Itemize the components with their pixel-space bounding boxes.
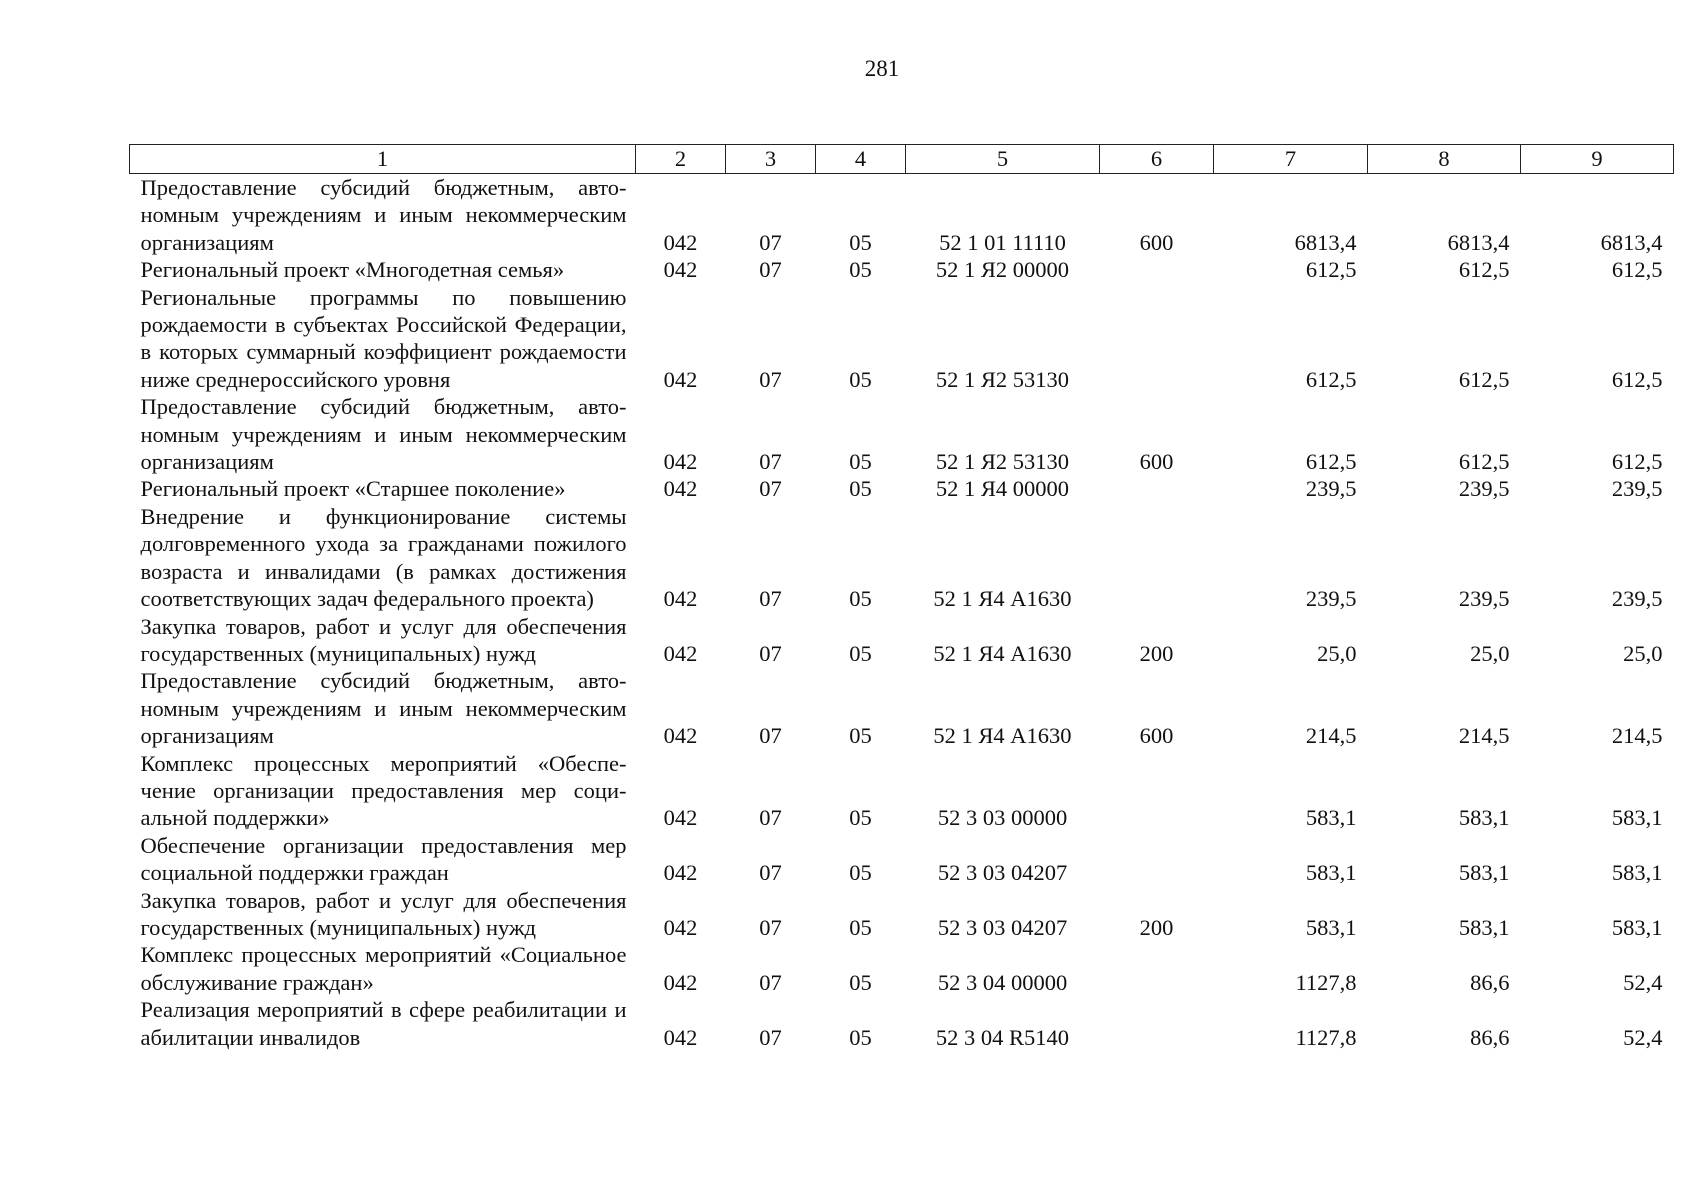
budget-table [129, 144, 1674, 1051]
department-code: 042 [663, 257, 698, 283]
amount-col-7: 583,1 [1305, 805, 1357, 831]
row-description: Предоставление субсидий бюджетным, автономным учреждениям и иным некоммерческим организациям [140, 394, 627, 475]
row-description: Закупка товаров, работ и услуг для обеспечения государственных (муниципальных) нужд [140, 887, 627, 940]
column-header-1: 1 [130, 145, 636, 174]
target-item-code: 52 1 01 11110 [939, 229, 1066, 255]
amount-col-9: 612,5 [1611, 449, 1663, 475]
subsection-code: 05 [849, 723, 872, 749]
expense-type-code: 600 [1139, 229, 1174, 255]
table-row [130, 750, 1674, 832]
expense-type-code: 200 [1139, 640, 1174, 666]
amount-col-7: 6813,4 [1294, 229, 1357, 255]
table-row [130, 393, 1674, 475]
subsection-code: 05 [849, 914, 872, 940]
amount-col-9: 239,5 [1611, 476, 1663, 502]
header-row [130, 145, 1674, 174]
amount-col-7: 583,1 [1305, 914, 1357, 940]
amount-col-7: 25,0 [1317, 640, 1357, 666]
target-item-code: 52 1 Я4 А1630 [933, 723, 1072, 749]
section-code: 07 [759, 449, 782, 475]
amount-col-9: 612,5 [1611, 257, 1663, 283]
expense-type-code: 200 [1139, 914, 1174, 940]
department-code: 042 [663, 640, 698, 666]
amount-col-9: 52,4 [1623, 969, 1663, 995]
row-description: Предоставление субсидий бюджетным, автономным учреждениям и иным некоммерческим организациям [140, 668, 627, 749]
table-row [130, 284, 1674, 394]
row-description: Закупка товаров, работ и услуг для обеспечения государственных (муниципальных) нужд [140, 613, 627, 666]
amount-col-8: 583,1 [1458, 914, 1510, 940]
subsection-code: 05 [849, 1024, 872, 1050]
subsection-code: 05 [849, 257, 872, 283]
section-code: 07 [759, 476, 782, 502]
table-row [130, 256, 1674, 283]
expense-type-code [1100, 475, 1214, 502]
target-item-code: 52 3 04 00000 [937, 969, 1068, 995]
row-description: Региональный проект «Старшее поколение» [140, 476, 566, 502]
amount-col-7: 239,5 [1305, 476, 1357, 502]
column-header-4: 4 [816, 145, 906, 174]
table-row [130, 996, 1674, 1051]
department-code: 042 [663, 805, 698, 831]
department-code: 042 [663, 914, 698, 940]
subsection-code: 05 [849, 449, 872, 475]
target-item-code: 52 3 03 04207 [937, 860, 1068, 886]
table-row [130, 503, 1674, 613]
page-number: 281 [864, 56, 900, 81]
amount-col-9: 52,4 [1623, 1024, 1663, 1050]
amount-col-9: 6813,4 [1600, 229, 1663, 255]
amount-col-9: 583,1 [1611, 805, 1663, 831]
section-code: 07 [759, 640, 782, 666]
section-code: 07 [759, 723, 782, 749]
column-header-3: 3 [726, 145, 816, 174]
amount-col-9: 239,5 [1611, 586, 1663, 612]
amount-col-8: 583,1 [1458, 860, 1510, 886]
expense-type-code: 600 [1139, 723, 1174, 749]
target-item-code: 52 1 Я2 53130 [935, 366, 1070, 392]
amount-col-8: 214,5 [1458, 723, 1510, 749]
amount-col-7: 583,1 [1305, 860, 1357, 886]
table-row [130, 832, 1674, 887]
department-code: 042 [663, 586, 698, 612]
expense-type-code [1100, 256, 1214, 283]
subsection-code: 05 [849, 969, 872, 995]
amount-col-8: 583,1 [1458, 805, 1510, 831]
table-row [130, 613, 1674, 668]
table-body [130, 174, 1674, 1052]
expense-type-code [1100, 503, 1214, 613]
subsection-code: 05 [849, 366, 872, 392]
amount-col-9: 583,1 [1611, 860, 1663, 886]
amount-col-7: 612,5 [1305, 366, 1357, 392]
amount-col-8: 612,5 [1458, 257, 1510, 283]
section-code: 07 [759, 969, 782, 995]
amount-col-7: 214,5 [1305, 723, 1357, 749]
expense-type-code [1100, 750, 1214, 832]
expense-type-code [1100, 996, 1214, 1051]
row-description: Комплекс процессных мероприятий «Обеспечение организации предоставления мер социальной поддержки» [140, 750, 627, 831]
section-code: 07 [759, 366, 782, 392]
amount-col-7: 612,5 [1305, 449, 1357, 475]
amount-col-7: 1127,8 [1295, 1024, 1357, 1050]
subsection-code: 05 [849, 586, 872, 612]
target-item-code: 52 3 03 00000 [937, 805, 1068, 831]
department-code: 042 [663, 860, 698, 886]
table-row [130, 475, 1674, 502]
column-header-9: 9 [1521, 145, 1674, 174]
column-header-2: 2 [636, 145, 726, 174]
target-item-code: 52 3 03 04207 [937, 914, 1068, 940]
row-description: Региональный проект «Многодетная семья» [140, 257, 565, 283]
subsection-code: 05 [849, 229, 872, 255]
expense-type-code: 600 [1139, 449, 1174, 475]
target-item-code: 52 1 Я4 А1630 [933, 640, 1072, 666]
section-code: 07 [759, 229, 782, 255]
column-header-5: 5 [906, 145, 1100, 174]
amount-col-7: 239,5 [1305, 586, 1357, 612]
amount-col-9: 214,5 [1611, 723, 1663, 749]
target-item-code: 52 1 Я2 53130 [935, 449, 1070, 475]
subsection-code: 05 [849, 640, 872, 666]
amount-col-8: 239,5 [1458, 586, 1510, 612]
department-code: 042 [663, 449, 698, 475]
column-header-7: 7 [1214, 145, 1368, 174]
column-header-8: 8 [1368, 145, 1521, 174]
amount-col-8: 612,5 [1458, 449, 1510, 475]
subsection-code: 05 [849, 805, 872, 831]
section-code: 07 [759, 1024, 782, 1050]
section-code: 07 [759, 257, 782, 283]
section-code: 07 [759, 914, 782, 940]
amount-col-9: 612,5 [1611, 366, 1663, 392]
department-code: 042 [663, 1024, 698, 1050]
department-code: 042 [663, 969, 698, 995]
expense-type-code [1100, 284, 1214, 394]
amount-col-8: 86,6 [1470, 969, 1510, 995]
department-code: 042 [663, 723, 698, 749]
amount-col-8: 239,5 [1458, 476, 1510, 502]
subsection-code: 05 [849, 860, 872, 886]
row-description: Реализация мероприятий в сфере реабилитации и абилитации инвалидов [140, 997, 627, 1050]
amount-col-8: 612,5 [1458, 366, 1510, 392]
column-header-6: 6 [1100, 145, 1214, 174]
amount-col-7: 612,5 [1305, 257, 1357, 283]
department-code: 042 [663, 476, 698, 502]
row-description: Внедрение и функционирование системы долговременного ухода за гражданами пожилого возраста и инвалидами (в рамках достижения соответствующих задач федерального проекта) [140, 503, 627, 612]
row-description: Региональные программы по повышению рождаемости в субъектах Российской Федерации, в которых суммарный коэффициент рождаемости ниже среднероссийского уровня [140, 284, 627, 392]
row-description: Предоставление субсидий бюджетным, автономным учреждениям и иным некоммерческим организациям [140, 175, 627, 255]
amount-col-9: 25,0 [1623, 640, 1663, 666]
amount-col-8: 6813,4 [1447, 229, 1510, 255]
table-row [130, 667, 1674, 749]
target-item-code: 52 1 Я4 00000 [935, 476, 1070, 502]
amount-col-8: 86,6 [1470, 1024, 1510, 1050]
table-row [130, 174, 1674, 257]
subsection-code: 05 [849, 476, 872, 502]
department-code: 042 [663, 366, 698, 392]
row-description: Обеспечение организации предоставления мер социальной поддержки граждан [140, 832, 627, 886]
target-item-code: 52 3 04 R5140 [935, 1024, 1070, 1050]
section-code: 07 [759, 586, 782, 612]
amount-col-7: 1127,8 [1295, 969, 1357, 995]
row-description: Комплекс процессных мероприятий «Социальное обслуживание граждан» [140, 942, 627, 995]
target-item-code: 52 1 Я2 00000 [935, 257, 1070, 283]
department-code: 042 [663, 229, 698, 255]
table-row [130, 887, 1674, 942]
section-code: 07 [759, 860, 782, 886]
table-row [130, 941, 1674, 996]
section-code: 07 [759, 805, 782, 831]
target-item-code: 52 1 Я4 А1630 [933, 586, 1072, 612]
expense-type-code [1100, 832, 1214, 887]
amount-col-9: 583,1 [1611, 914, 1663, 940]
expense-type-code [1100, 941, 1214, 996]
amount-col-8: 25,0 [1470, 640, 1510, 666]
